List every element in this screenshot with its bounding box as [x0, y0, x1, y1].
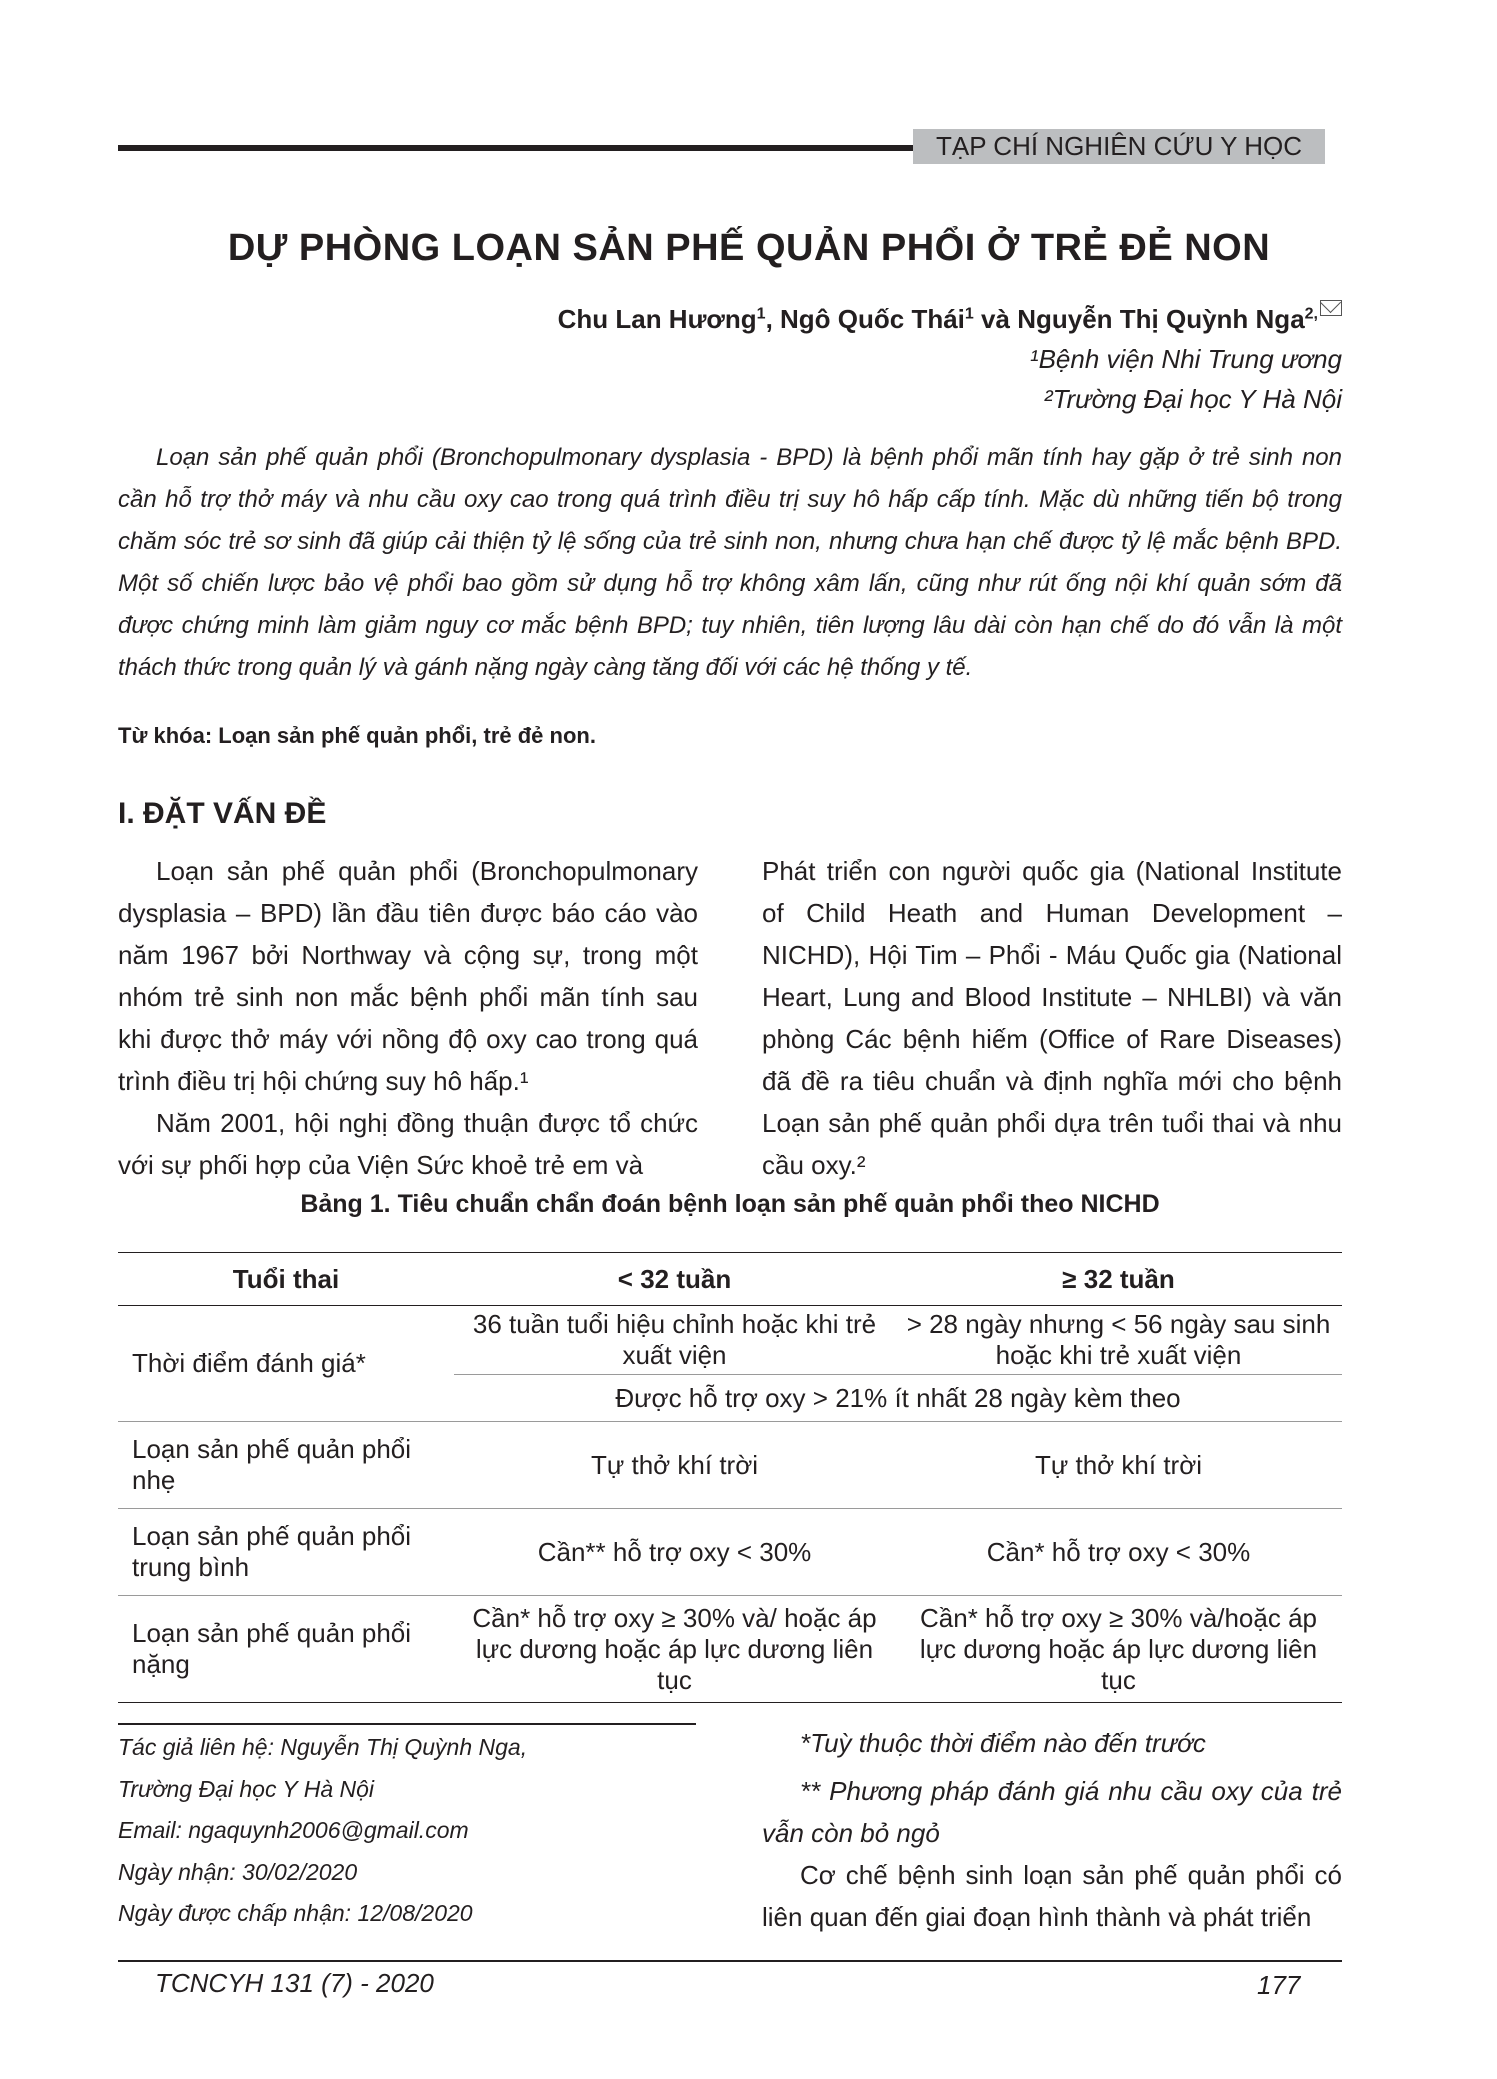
author-2: Ngô Quốc Thái — [780, 304, 965, 334]
table-row — [118, 1509, 1342, 1596]
table-cell: > 28 ngày nhưng < 56 ngày sau sinh hoặc khi trẻ xuất viện — [895, 1306, 1342, 1375]
paragraph: Loạn sản phế quản phổi (Bronchopulmonary dysplasia – BPD) lần đầu tiên được báo cáo vào năm 1967 bởi Northway và cộng sự, trong một nhóm trẻ sinh non mắc bệnh phổi mãn tính sau khi được thở máy với nồng độ oxy cao trong quá trình điều trị hội chứng suy hô hấp.¹ — [118, 856, 698, 1096]
journal-name-banner — [913, 129, 1325, 164]
footnote-rule — [118, 1723, 696, 1725]
received-date: Ngày nhận: 30/02/2020 — [118, 1859, 358, 1885]
table-caption: Bảng 1. Tiêu chuẩn chẩn đoán bệnh loạn sản phế quản phổi theo NICHD — [300, 1190, 1160, 1218]
footer-rule — [118, 1960, 1342, 1962]
author-2-affil: 1 — [964, 305, 974, 323]
article-title: DỰ PHÒNG LOẠN SẢN PHẾ QUẢN PHỔI Ở TRẺ ĐẺ NON — [227, 227, 1271, 269]
table-cell: Tự thở khí trời — [895, 1422, 1342, 1509]
paragraph: Phát triển con người quốc gia (National Institute of Child Heath and Human Development – NICHD), Hội Tim – Phổi - Máu Quốc gia (National Heart, Lung and Blood Institute – NHLBI) và văn phòng Các bệnh hiếm (Office of Rare Diseases) đã đề ra tiêu chuẩn và định nghĩa mới cho bệnh Loạn sản phế quản phổi dựa trên tuổi thai và nhu cầu oxy.² — [762, 856, 1342, 1180]
table-row — [118, 1306, 1342, 1375]
affiliation-1: ¹Bệnh viện Nhi Trung ương — [1029, 344, 1342, 374]
table-cell: Cần* hỗ trợ oxy ≥ 30% và/ hoặc áp lực dương hoặc áp lực dương liên tục — [454, 1596, 895, 1703]
row-label: Thời điểm đánh giá* — [118, 1306, 454, 1422]
row-label: Loạn sản phế quản phổi trung bình — [118, 1509, 454, 1596]
correspondence-institution: Trường Đại học Y Hà Nội — [118, 1776, 375, 1802]
table-cell: 36 tuần tuổi hiệu chỉnh hoặc khi trẻ xuất viện — [454, 1306, 895, 1375]
header-rule — [118, 145, 918, 151]
author-1-affil: 1 — [756, 305, 766, 323]
author-line: Chu Lan Hương$^1$, Ngô Quốc Thái$^1$ và Nguyễn Thị Quỳnh Nga$^{2,}$ — [558, 304, 1342, 335]
right-column — [762, 850, 1342, 1186]
table-header: ≥ 32 tuần — [895, 1253, 1342, 1306]
table-footnote-1: *Tuỳ thuộc thời điểm nào đến trước — [800, 1728, 1206, 1758]
author-joiner: và — [981, 304, 1010, 334]
page-number: 177 — [1257, 1970, 1301, 2000]
journal-reference: TCNCYH 131 (7) - 2020 — [155, 1968, 434, 1998]
table-row — [118, 1422, 1342, 1509]
keywords: Từ khóa: Loạn sản phế quản phổi, trẻ đẻ non. — [118, 723, 596, 748]
correspondence-author: Tác giả liên hệ: Nguyễn Thị Quỳnh Nga, — [118, 1734, 528, 1760]
author-1: Chu Lan Hương — [557, 304, 757, 334]
table-cell: Cần** hỗ trợ oxy < 30% — [454, 1509, 895, 1596]
table-cell: Cần* hỗ trợ oxy < 30% — [895, 1509, 1342, 1596]
table-footnote-2: ** Phương pháp đánh giá nhu cầu oxy của trẻ vẫn còn bỏ ngỏ — [762, 1776, 1342, 1848]
abstract: Loạn sản phế quản phổi (Bronchopulmonary dysplasia - BPD) là bệnh phổi mãn tính hay gặp ở trẻ sinh non cần hỗ trợ thở máy và nhu cầu oxy cao trong quá trình điều trị suy hô hấp cấp tính. Mặc dù những tiến bộ trong chăm sóc trẻ sơ sinh đã giúp cải thiện tỷ lệ sống của trẻ sinh non, nhưng chưa hạn chế được tỷ lệ mắc bệnh BPD. Một số chiến lược bảo vệ phổi bao gồm sử dụng hỗ trợ không xâm lấn, cũng như rút ống nội khí quản sớm đã được chứng minh làm giảm nguy cơ mắc bệnh BPD; tuy nhiên, tiên lượng lâu dài còn hạn chế do đó vẫn là một thách thức trong quản lý và gánh nặng ngày càng tăng đối với các hệ thống y tế. — [118, 444, 1342, 681]
envelope-icon — [1320, 300, 1342, 316]
author-3: Nguyễn Thị Quỳnh Nga — [1017, 304, 1305, 334]
table-row — [118, 1596, 1342, 1703]
accepted-date: Ngày được chấp nhận: 12/08/2020 — [118, 1900, 473, 1926]
table-header-row — [118, 1253, 1342, 1306]
author-3-affil: 2, — [1304, 305, 1318, 323]
table-cell: Tự thở khí trời — [454, 1422, 895, 1509]
row-label: Loạn sản phế quản phổi nặng — [118, 1596, 454, 1703]
journal-name: TẠP CHÍ NGHIÊN CỨU Y HỌC — [935, 131, 1303, 161]
criteria-table — [118, 1252, 1342, 1703]
paragraph: Cơ chế bệnh sinh loạn sản phế quản phổi có liên quan đến giai đoạn hình thành và phát triển — [762, 1860, 1342, 1932]
correspondence-email: Email: ngaquynh2006@gmail.com — [118, 1817, 469, 1843]
table-header: Tuổi thai — [118, 1253, 454, 1306]
row-label: Loạn sản phế quản phổi nhẹ — [118, 1422, 454, 1509]
table-cell: Cần* hỗ trợ oxy ≥ 30% và/hoặc áp lực dương hoặc áp lực dương liên tục — [895, 1596, 1342, 1703]
paragraph: Năm 2001, hội nghị đồng thuận được tổ chức với sự phối hợp của Viện Sức khoẻ trẻ em và — [118, 1108, 698, 1180]
left-column — [118, 850, 698, 1186]
affiliation-2: ²Trường Đại học Y Hà Nội — [1043, 384, 1342, 414]
table-cell: Được hỗ trợ oxy > 21% ít nhất 28 ngày kèm theo — [454, 1375, 1342, 1422]
section-heading: I. ĐẶT VẤN ĐỀ — [118, 797, 327, 830]
table-header: < 32 tuần — [454, 1253, 895, 1306]
